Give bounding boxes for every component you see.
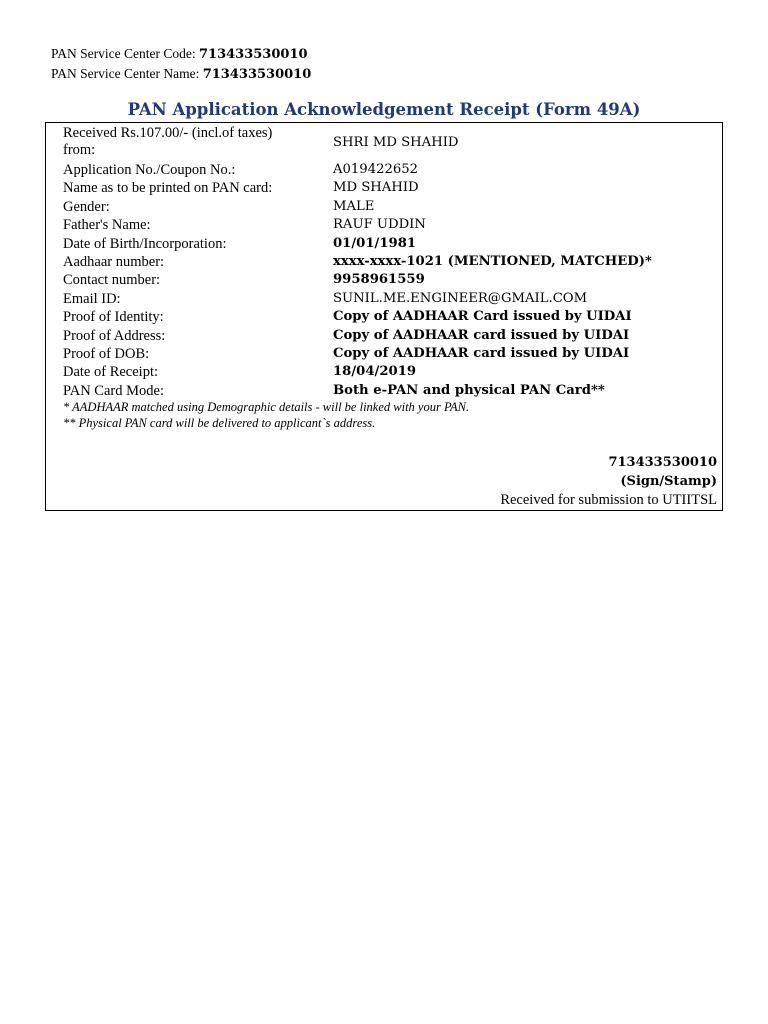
field-row-father-name [63,216,718,234]
field-value: Both e-PAN and physical PAN Card** [333,382,605,398]
field-row-name-on-card [63,179,718,197]
field-row-proof-of-address [63,327,718,345]
field-label: Received Rs.107.00/- (incl.of taxes) from: [63,125,273,158]
field-label: Contact number: [63,272,161,289]
field-label: Proof of Identity: [63,309,164,326]
field-value: 18/04/2019 [333,364,417,380]
field-value: Copy of AADHAAR card issued by UIDAI [333,345,630,361]
field-row-email-id [63,290,718,308]
field-label: Date of Receipt: [63,364,159,381]
field-value: SHRI MD SHAHID [333,135,459,150]
field-label: Proof of Address: [63,327,166,344]
field-label: Aadhaar number: [63,253,165,270]
field-label: Name as to be printed on PAN card: [63,180,273,197]
signature-code: 713433530010 [608,455,717,470]
field-row-pan-card-mode [63,382,718,400]
field-row-proof-of-identity [63,308,718,326]
field-label: Date of Birth/Incorporation: [63,235,227,252]
service-center-name-value: 713433530010 [202,67,312,82]
field-row-received-from [63,125,718,161]
receipt-box [45,122,723,511]
field-label: Proof of DOB: [63,345,150,362]
field-value: MALE [333,198,375,214]
field-row-aadhaar-number [63,253,718,271]
service-center-code-label: PAN Service Center Code: [51,46,199,61]
field-label: PAN Card Mode: [63,382,164,399]
field-value: xxxx-xxxx-1021 (MENTIONED, MATCHED)* [333,253,652,269]
service-center-name-label: PAN Service Center Name: [51,66,203,81]
footnote-aadhaar: * AADHAAR matched using Demographic details - will be linked with your PAN. [63,400,470,414]
field-label: Email ID: [63,290,121,307]
submission-note: Received for submission to UTIITSL [500,492,717,508]
field-value: MD SHAHID [333,180,419,196]
field-value: Copy of AADHAAR card issued by UIDAI [333,327,630,343]
field-row-application-no [63,161,718,179]
field-value: 01/01/1981 [333,235,417,251]
field-label: Father's Name: [63,217,151,234]
field-value: 9958961559 [333,272,425,288]
field-label: Application No./Coupon No.: [63,162,236,178]
field-row-proof-of-dob [63,345,718,363]
field-row-contact-number [63,271,718,289]
field-row-date-of-birth [63,235,718,253]
service-center-code [51,44,311,64]
signature-stamp-label: (Sign/Stamp) [620,473,717,489]
footnotes [63,399,469,431]
field-value: RAUF UDDIN [333,217,426,233]
service-center-info [51,44,311,84]
field-row-gender [63,198,718,216]
field-value: A019422652 [333,162,419,177]
field-label: Gender: [63,198,110,215]
field-row-date-of-receipt [63,363,718,381]
service-center-code-value: 713433530010 [198,47,308,62]
footnote-physical-card: ** Physical PAN card will be delivered to applicant`s address. [63,416,376,430]
field-value: SUNIL.ME.ENGINEER@GMAIL.COM [333,290,588,306]
service-center-name [51,64,311,84]
field-value: Copy of AADHAAR Card issued by UIDAI [333,309,632,325]
signature-block [500,454,717,510]
receipt-title: PAN Application Acknowledgement Receipt (Form 49A) [127,100,641,119]
receipt-fields [63,125,718,400]
